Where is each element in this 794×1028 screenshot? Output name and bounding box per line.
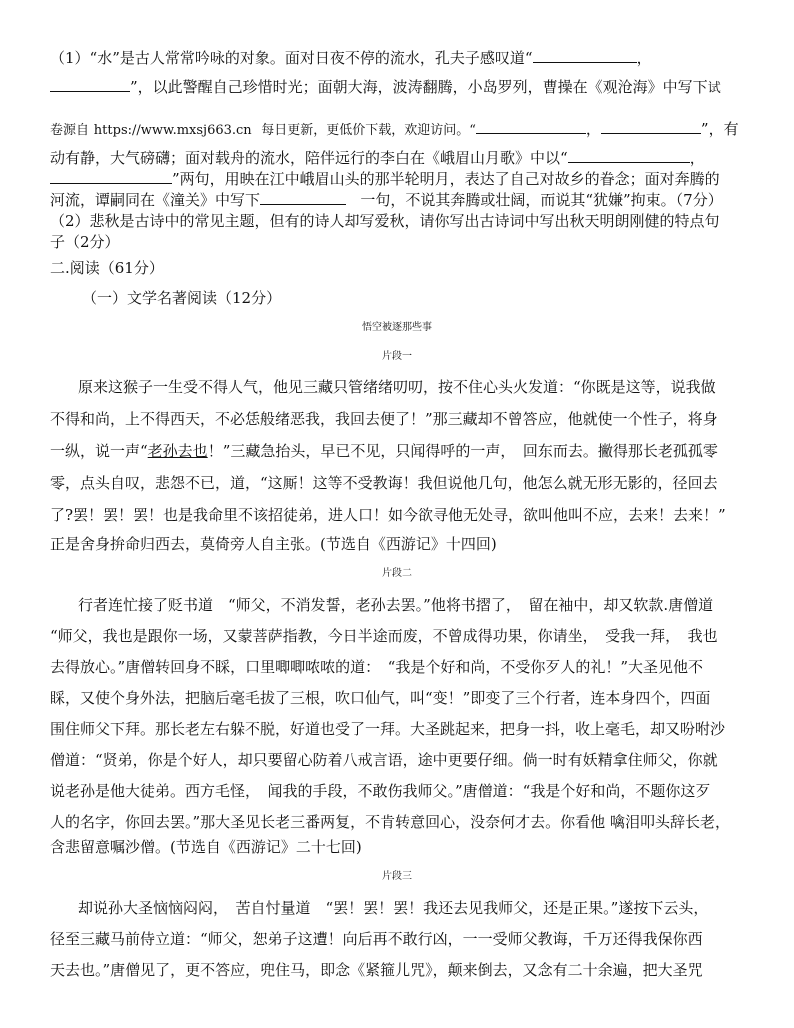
paragraph-line: 说老孙是他大徒弟。西方毛怪， 闻我的手段，不敢伤我师父。”唐僧道：“我是个好和尚，不题你这歹 <box>50 782 711 800</box>
paragraph-line: 含悲留意嘱沙僧。(节选自《西游记》二十七回) <box>50 838 362 856</box>
fragment-heading: 片段二 <box>382 568 412 579</box>
paragraph-line: 零，点头自叹，悲怨不已，道，“这厮！这等不受教诲！我但说他几句，他怎么就无形无影的，径回去 <box>50 474 718 492</box>
paragraph-line: 睬，又使个身外法，把脑后毫毛拔了三根，吹口仙气，叫“变！”即变了三个行者，连本身四个，四面 <box>50 689 711 707</box>
paragraph-line: 径至三藏马前侍立道：“师父，恕弟子这遭！向后再不敢行凶，一一受师父教诲，千万还得我保你西 <box>50 930 703 948</box>
answer-blank[interactable] <box>601 119 701 134</box>
answer-blank[interactable] <box>50 169 172 184</box>
paragraph-line: “师父，我也是跟你一场，又蒙菩萨指教，今日半途而废，不曾成得功果，你请坐， 受我一拜， 我也 <box>50 627 718 645</box>
paragraph-line: 正是舍身拚命归西去，莫倚旁人自主张。(节选自《西游记》十四回) <box>50 535 497 553</box>
q1-line-3: 卷源自 https://www.mxsj663.cn 每日更新，更低价下载，欢迎访问。“ ， ”，有 <box>50 120 739 138</box>
paragraph-line: 一纵，说一声“老孙去也！”三藏急抬头，早已不见，只闻得呼的一声， 回东而去。撇得那长老孤孤零 <box>50 442 718 460</box>
subsection-heading: （一）文学名著阅读（12分） <box>82 289 282 307</box>
article-title: 悟空被逐那些事 <box>362 322 432 333</box>
fragment-heading: 片段一 <box>382 351 412 362</box>
paragraph-line: 僧道：“贤弟，你是个好人，却只要留心防着八戒言语，途中更要仔细。倘一时有妖精拿住师父，你就 <box>50 751 718 769</box>
q1-line-5: ”两句，用映在江中峨眉山头的那半轮明月，表达了自己对故乡的眷念；面对奔腾的 <box>50 169 720 189</box>
q2-line-1: （2）悲秋是古诗中的常见主题，但有的诗人却写爱秋，请你写出古诗词中写出秋天明朗刚健的特点句 <box>50 212 720 230</box>
paragraph-line: 了?罢！罢！罢！也是我命里不该招徒弟，进人口！如今欲寻他无处寻，欲叫他叫不应，去来！去来！” <box>50 506 726 524</box>
fragment-heading: 片段三 <box>382 871 412 882</box>
q1-line-2: ”，以此警醒自己珍惜时光；面朝大海，波涛翻腾，小岛罗列，曹操在《观沧海》中写下试 <box>50 77 721 99</box>
source-url: https://www.mxsj663.cn <box>93 123 252 138</box>
answer-blank[interactable] <box>50 77 130 92</box>
paragraph-line: 却说孙大圣恼恼闷闷， 苦自忖量道 “罢！罢！罢！我还去见我师父，还是正果。”遂按下云头， <box>78 899 709 917</box>
q2-line-2: 子（2分） <box>50 233 120 251</box>
paragraph-line: 围住师父下拜。那长老左右躲不脱，好道也受了一拜。大圣跳起来，把身一抖，收上毫毛，却又吩咐沙 <box>50 720 726 738</box>
paragraph-line: 原来这猴子一生受不得人气，他见三藏只管绪绪叨叨，按不住心头火发道：“你既是这等，说我做 <box>78 378 716 396</box>
paragraph-line: 人的名字，你回去罢。”那大圣见长老三番两复，不肯转意回心，没奈何才去。你看他 噙泪叩头辞长老， <box>50 813 730 831</box>
paragraph-line: 不得和尚，上不得西天，不必恁般绪恶我，我回去便了！”那三藏却不曾答应，他就使一个性子，将身 <box>50 410 718 428</box>
paragraph-line: 天去也。”唐僧见了，更不答应，兜住马，即念《紧箍儿咒》，颠来倒去，又念有二十余遍，把大圣咒 <box>50 961 703 979</box>
underlined-phrase: 老孙去也 <box>147 442 208 460</box>
answer-blank[interactable] <box>476 119 586 134</box>
paragraph-line: 行者连忙接了贬书道 “师父，不消发誓，老孙去罢。”他将书摺了， 留在袖中，却又软款.唐僧道 <box>78 596 714 614</box>
q1-line-1: （1）“水”是古人常常吟咏的对象。面对日夜不停的流水，孔夫子感叹道“ ， <box>50 49 652 67</box>
answer-blank[interactable] <box>533 48 637 63</box>
q1-line-6: 河流，谭嗣同在《潼关》中写下 一句，不说其奔腾或壮阔，而说其“犹嫌”拘束。（7分） <box>50 191 723 209</box>
paragraph-line: 去得放心。”唐僧转回身不睬，口里唧唧哝哝的道： “我是个好和尚，不受你歹人的礼！”大圣见他不 <box>50 658 704 676</box>
answer-blank[interactable] <box>568 148 690 163</box>
q1-line-4: 动有静，大气磅礴；面对载舟的流水，陪伴远行的李白在《峨眉山月歌》中以“ ， <box>50 149 705 167</box>
section-heading: 二.阅读（61分） <box>50 259 164 277</box>
answer-blank[interactable] <box>260 190 346 205</box>
